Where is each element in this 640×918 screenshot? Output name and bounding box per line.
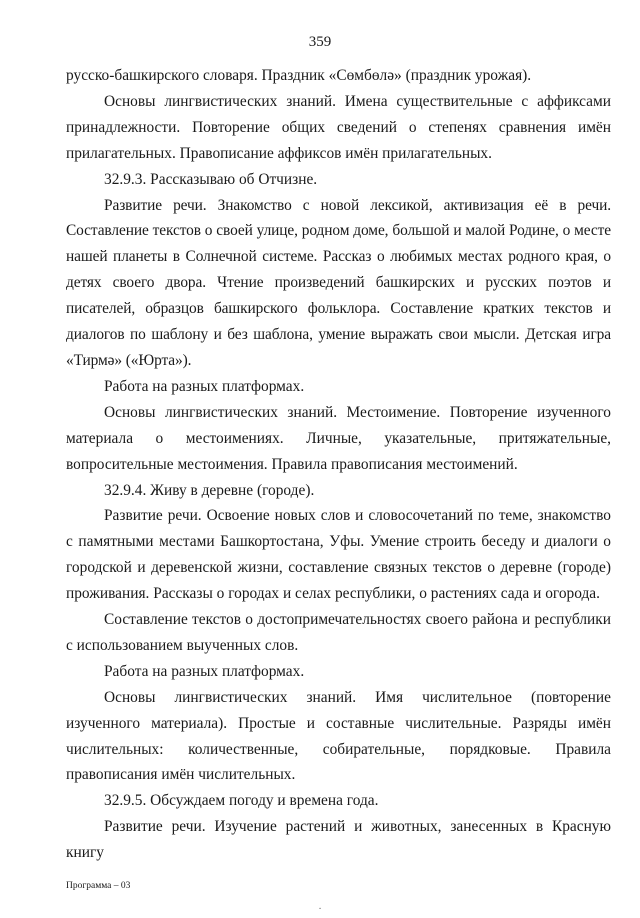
- paragraph-speech-redbook: Развитие речи. Изучение растений и животных, занесенных в Красную книгу: [66, 818, 611, 862]
- paragraph-speech-village: Развитие речи. Освоение новых слов и словосочетаний по теме, знакомство с памятными местами Башкортостана, Уфы. Умение строить беседу и диалоги о городской и деревенской жизни, составление связных текстов о деревне (городе) проживания. Рассказы о городах и селах республики, о растениях сада и огорода.: [66, 507, 611, 603]
- document-body: [66, 63, 611, 866]
- bottom-mark: ·: [318, 904, 322, 915]
- page-number: 359: [308, 34, 332, 50]
- paragraph-continuation: русско-башкирского словаря. Праздник «Сөмбөлә» (праздник урожая).: [66, 67, 532, 84]
- paragraph-linguistics-nouns: Основы лингвистических знаний. Имена существительные с аффиксами принадлежности. Повторение общих сведений о степенях сравнения имён прилагательных. Правописание аффиксов имён прилагательных.: [66, 92, 611, 162]
- paragraph-speech-homeland: Развитие речи. Знакомство с новой лексикой, активизация её в речи. Составление текстов о своей улице, родном доме, большой и малой Родине, о месте нашей планеты в Солнечной системе. Рассказ о любимых местах родного края, о детях своего двора. Чтение произведений башкирских и русских поэтов и писателей, образцов башкирского фольклора. Составление кратких текстов и диалогов по шаблону и без шаблона, умение выражать свои мысли. Детская игра «Тирмә» («Юрта»).: [66, 196, 611, 369]
- paragraph-landmarks: Составление текстов о достопримечательностях своего района и республики с использованием выученных слов.: [66, 611, 611, 654]
- footer-label: Программа – 03: [66, 881, 131, 891]
- paragraph-platforms: Работа на разных платформах.: [104, 377, 305, 395]
- paragraph-linguistics-pronouns: Основы лингвистических знаний. Местоимение. Повторение изученного материала о местоимениях. Личные, указательные, притяжательные, вопросительные местоимения. Правила правописания местоимений.: [66, 403, 611, 473]
- paragraph-linguistics-numerals: Основы лингвистических знаний. Имя числительное (повторение изученного материала). Простые и составные числительные. Разряды имён числительных: количественные, собирательные, порядковые. Правила правописания имён числительных.: [66, 688, 611, 784]
- section-heading-32-9-4: 32.9.4. Живу в деревне (городе).: [104, 481, 315, 499]
- paragraph-platforms: Работа на разных платформах.: [104, 662, 305, 680]
- section-heading-32-9-5: 32.9.5. Обсуждаем погоду и времена года.: [104, 792, 379, 810]
- section-heading-32-9-3: 32.9.3. Рассказываю об Отчизне.: [104, 170, 318, 188]
